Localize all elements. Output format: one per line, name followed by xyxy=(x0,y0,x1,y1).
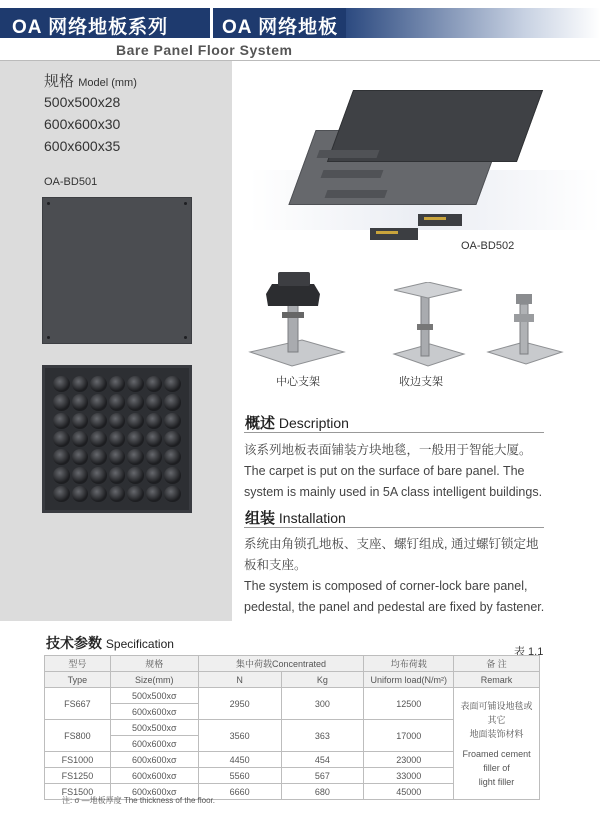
panel-cell xyxy=(90,413,107,429)
installation-rule xyxy=(244,527,544,528)
spec-title-en: Specification xyxy=(105,637,174,651)
corner-hole xyxy=(47,202,50,205)
row-type: FS800 xyxy=(45,720,111,752)
panel-cell xyxy=(164,376,181,392)
panel-cell xyxy=(164,449,181,465)
description-title-cn: 概述 xyxy=(245,415,276,432)
panel-cell xyxy=(109,413,126,429)
table-number: 表 1.1 xyxy=(514,646,544,658)
panel-cell xyxy=(53,486,70,502)
product-code-bd501: OA-BD501 xyxy=(44,176,98,188)
row-type: FS1250 xyxy=(45,768,111,784)
header-n: N xyxy=(198,672,281,688)
panel-cell xyxy=(127,486,144,502)
panel-cell xyxy=(127,449,144,465)
panel-cell xyxy=(90,431,107,447)
row-uniform: 12500 xyxy=(364,688,454,720)
frame-rib xyxy=(321,170,384,178)
panel-cell xyxy=(127,376,144,392)
panel-cell xyxy=(53,449,70,465)
model-size-3: 600x600x35 xyxy=(44,138,121,154)
row-n: 6660 xyxy=(198,784,281,800)
frame-rib xyxy=(317,150,380,158)
panel-cell xyxy=(109,467,126,483)
model-label-en: Model (mm) xyxy=(78,77,137,89)
header-uniform-en: Uniform load(N/m²) xyxy=(364,672,454,688)
row-size: 500x500xσ xyxy=(110,720,198,736)
installation-title-en: Installation xyxy=(278,510,346,526)
spec-title xyxy=(46,633,174,653)
panel-cell xyxy=(127,467,144,483)
panel-cell xyxy=(72,431,89,447)
panel-cell xyxy=(146,394,163,410)
corner-hole xyxy=(184,202,187,205)
edge-pedestal-label: 收边支架 xyxy=(399,376,443,388)
fastener-pedestal-image xyxy=(484,290,566,370)
description-title-en: Description xyxy=(278,415,349,431)
center-pedestal-label: 中心支架 xyxy=(276,376,320,388)
panel-cell xyxy=(53,394,70,410)
fastener-piece-image xyxy=(370,228,418,240)
panel-cell xyxy=(90,394,107,410)
panel-underside-image xyxy=(42,365,192,513)
header-size-cn: 规格 xyxy=(110,656,198,672)
fastener-strip xyxy=(424,217,446,220)
panel-cell xyxy=(72,467,89,483)
page-header xyxy=(0,0,600,56)
panel-cell xyxy=(72,394,89,410)
row-type: FS667 xyxy=(45,688,111,720)
panel-cell xyxy=(53,467,70,483)
installation-text-en: The system is composed of corner-lock bare panel, pedestal, the panel and pedestal are fixed by fastener. xyxy=(244,579,545,614)
panel-cell xyxy=(164,486,181,502)
header-conc-cn: 集中荷载 xyxy=(235,659,272,669)
corner-hole xyxy=(184,336,187,339)
remark-en-1: Froamed cement filler of xyxy=(462,748,531,773)
system-subtitle: Bare Panel Floor System xyxy=(116,42,293,58)
panel-cell xyxy=(146,431,163,447)
frame-rib xyxy=(325,190,388,198)
model-label xyxy=(44,70,137,91)
row-kg: 300 xyxy=(281,688,364,720)
row-type: FS1000 xyxy=(45,752,111,768)
panel-cell xyxy=(109,431,126,447)
center-pedestal-image xyxy=(244,262,348,372)
row-n: 3560 xyxy=(198,720,281,752)
table-footnote xyxy=(62,795,215,806)
panel-top-image xyxy=(42,197,192,344)
footnote-en: The thickness of the floor. xyxy=(123,796,216,805)
panel-cell xyxy=(90,449,107,465)
model-label-cn: 规格 xyxy=(44,73,75,90)
header-conc-en: Concentrated xyxy=(271,659,327,669)
header-remark-cn: 备 注 xyxy=(454,656,540,672)
row-size: 600x600xσ xyxy=(110,784,198,800)
series-title: OA 网络地板系列 xyxy=(12,17,169,38)
row-kg: 680 xyxy=(281,784,364,800)
installation-title xyxy=(245,507,346,528)
remark-cell xyxy=(454,688,540,800)
panel-cell xyxy=(164,413,181,429)
row-uniform: 45000 xyxy=(364,784,454,800)
header-bar-fade xyxy=(346,8,600,38)
fastener-piece-image xyxy=(418,214,462,226)
panel-cell xyxy=(164,431,181,447)
panel-cell xyxy=(90,467,107,483)
product-code-bd502: OA-BD502 xyxy=(461,240,515,252)
header-divider xyxy=(210,4,213,42)
panel-cell-grid xyxy=(53,376,181,502)
description-text xyxy=(244,440,546,503)
panel-cell xyxy=(164,467,181,483)
edge-pedestal-image xyxy=(388,282,470,372)
panel-cell xyxy=(127,413,144,429)
row-size: 600x600xσ xyxy=(110,736,198,752)
header-type-en: Type xyxy=(45,672,111,688)
corner-hole xyxy=(47,336,50,339)
installation-text xyxy=(244,534,546,618)
row-uniform: 33000 xyxy=(364,768,454,784)
description-text-en: The carpet is put on the surface of bare panel. The system is mainly used in 5A class intelligent buildings. xyxy=(244,464,543,499)
panel-cell xyxy=(164,394,181,410)
row-size: 500x500xσ xyxy=(110,688,198,704)
panel-cell xyxy=(109,394,126,410)
panel-cell xyxy=(53,431,70,447)
panel-cell xyxy=(146,467,163,483)
panel-cell xyxy=(146,486,163,502)
description-rule xyxy=(244,432,544,433)
header-concentrated xyxy=(198,656,364,672)
panel-cell xyxy=(53,376,70,392)
panel-cell xyxy=(109,449,126,465)
description-text-cn: 该系列地板表面铺装方块地毯，一般用于智能大厦。 xyxy=(244,443,532,457)
panel-cell xyxy=(72,376,89,392)
row-kg: 567 xyxy=(281,768,364,784)
remark-cn-1: 表面可铺设地毯或其它 xyxy=(460,700,533,725)
footnote-cn: 注: σ —地板厚度 xyxy=(62,796,122,805)
panel-cell xyxy=(109,486,126,502)
row-kg: 363 xyxy=(281,720,364,752)
spec-table xyxy=(44,655,540,800)
model-size-2: 600x600x30 xyxy=(44,116,121,132)
row-size: 600x600xσ xyxy=(110,752,198,768)
header-kg: Kg xyxy=(281,672,364,688)
remark-cn-2: 地面装饰材料 xyxy=(469,728,524,739)
panel-cell xyxy=(127,431,144,447)
header-type-cn: 型号 xyxy=(45,656,111,672)
panel-cell xyxy=(146,449,163,465)
panel-cell xyxy=(90,486,107,502)
remark-en-2: light filler xyxy=(478,776,515,787)
installation-title-cn: 组装 xyxy=(245,510,276,527)
panel-cell xyxy=(72,449,89,465)
installation-text-cn: 系统由角锁孔地板、支座、螺钉组成, 通过螺钉锁定地板和支座。 xyxy=(244,537,539,572)
panel-cell xyxy=(90,376,107,392)
product-title: OA 网络地板 xyxy=(222,17,339,38)
row-n: 5560 xyxy=(198,768,281,784)
row-n: 2950 xyxy=(198,688,281,720)
panel-cell xyxy=(109,376,126,392)
row-kg: 454 xyxy=(281,752,364,768)
fastener-strip xyxy=(376,231,398,234)
panel-cell xyxy=(146,376,163,392)
panel-cell xyxy=(53,413,70,429)
row-type: FS1500 xyxy=(45,784,111,800)
panel-cell xyxy=(72,413,89,429)
description-title xyxy=(245,412,349,433)
panel-cell xyxy=(127,394,144,410)
header-size-en: Size(mm) xyxy=(110,672,198,688)
panel-cell xyxy=(72,486,89,502)
header-uniform-cn: 均布荷载 xyxy=(364,656,454,672)
row-uniform: 23000 xyxy=(364,752,454,768)
header-remark-en: Remark xyxy=(454,672,540,688)
row-n: 4450 xyxy=(198,752,281,768)
spec-title-cn: 技术参数 xyxy=(46,635,102,651)
model-size-1: 500x500x28 xyxy=(44,94,121,110)
row-size: 600x600xσ xyxy=(110,704,198,720)
panel-cell xyxy=(146,413,163,429)
row-uniform: 17000 xyxy=(364,720,454,752)
row-size: 600x600xσ xyxy=(110,768,198,784)
